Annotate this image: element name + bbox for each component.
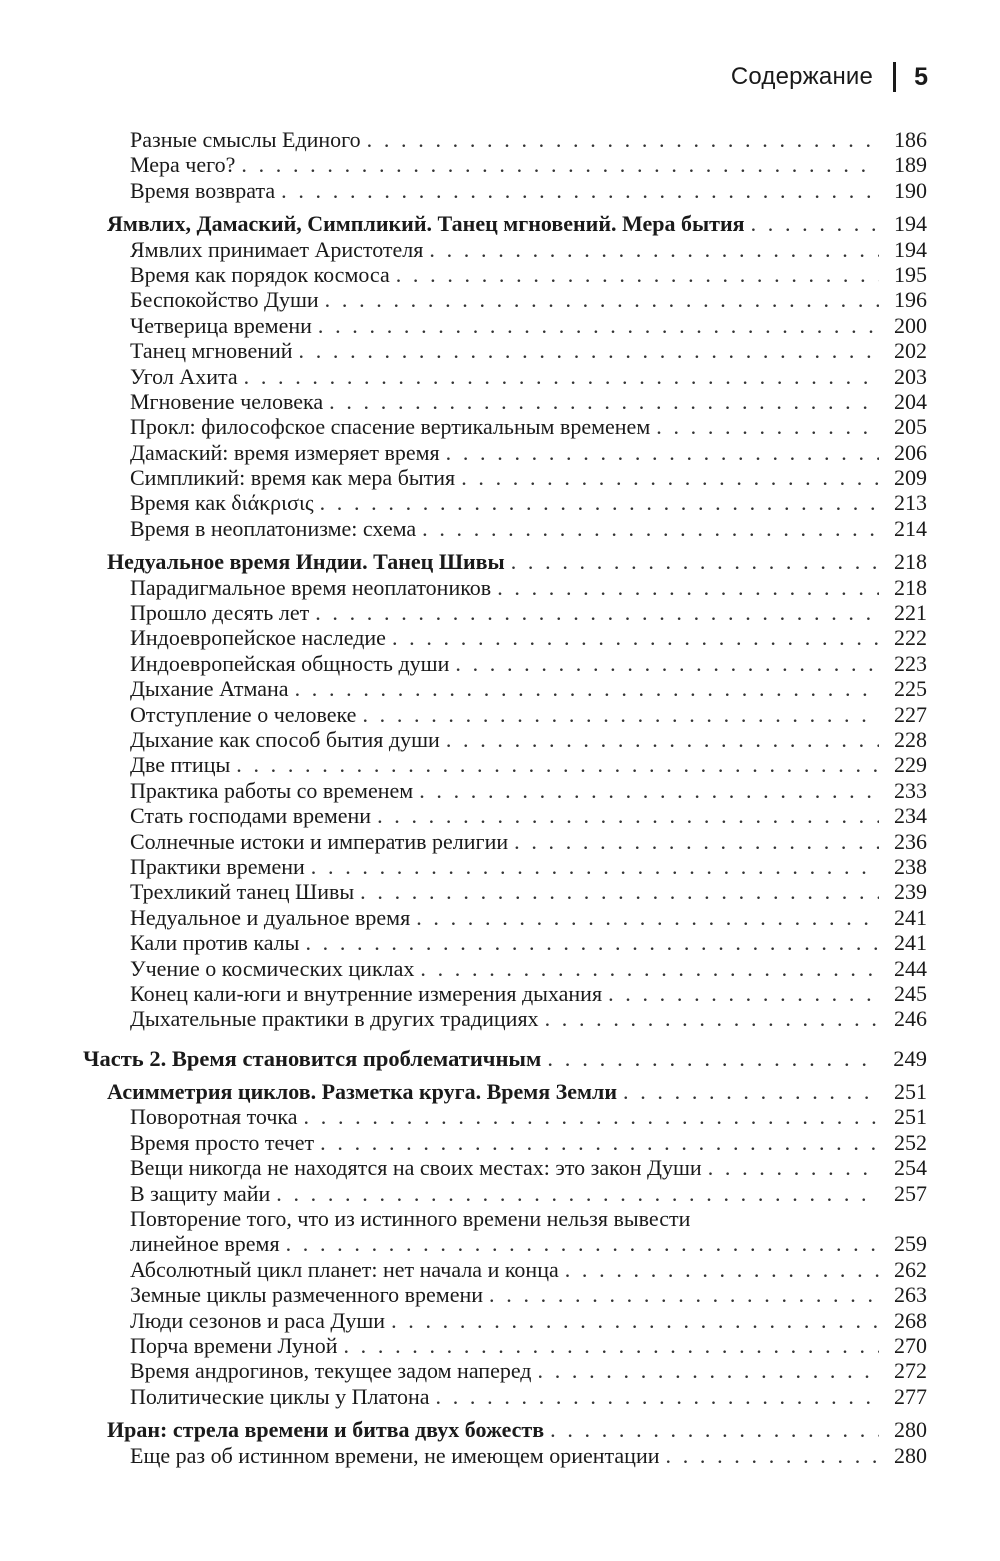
toc-page-number: 233: [894, 777, 927, 803]
toc-entry-title: Конец кали-юги и внутренние измерения дыхания: [130, 980, 603, 1006]
dot-leader: [392, 625, 879, 650]
toc-entry-title: Индоевропейская общность души: [130, 650, 450, 676]
toc-entry-title: Симпликий: время как мера бытия: [130, 465, 456, 491]
toc-page-number: 257: [894, 1180, 927, 1206]
toc-entry-title: Танец мгновений: [130, 338, 293, 364]
toc-entry: [0, 854, 1000, 879]
toc-entry: [0, 803, 1000, 828]
toc-entry: [0, 829, 1000, 854]
toc-entry-title: Учение о космических циклах: [130, 955, 415, 981]
toc-entry-title: Угол Ахита: [130, 363, 238, 389]
dot-leader: [751, 211, 879, 236]
dot-leader: [391, 1308, 879, 1333]
toc-entry-title: Люди сезонов и раса Души: [130, 1307, 386, 1333]
toc-entry: [0, 1257, 1000, 1282]
toc-entry: [0, 1206, 1000, 1231]
toc-entry-title: Практики времени: [130, 853, 305, 879]
toc-page-number: 259: [894, 1231, 927, 1257]
dot-leader: [608, 981, 879, 1006]
toc-entry-title: Дамаский: время измеряет время: [130, 439, 440, 465]
toc-page-number: 222: [894, 625, 927, 651]
toc-entry-title: Часть 2. Время становится проблематичным: [83, 1045, 542, 1071]
toc-entry: [0, 1384, 1000, 1409]
dot-leader: [538, 1358, 880, 1383]
toc-page-number: 252: [894, 1129, 927, 1155]
dot-leader: [281, 178, 879, 203]
toc-chapter-entry: [0, 211, 1000, 236]
dot-leader: [511, 549, 879, 574]
toc-page-number: 277: [894, 1383, 927, 1409]
toc-entry: [0, 1443, 1000, 1468]
toc-page-number: 194: [894, 211, 927, 237]
toc-page-number: 221: [894, 600, 927, 626]
toc-entry-title: Иран: стрела времени и битва двух божеств: [107, 1417, 545, 1443]
toc-entry: [0, 490, 1000, 515]
toc-page-number: 223: [894, 650, 927, 676]
toc-entry-title: Время как порядок космоса: [130, 261, 390, 287]
dot-leader: [311, 854, 879, 879]
dot-leader: [295, 676, 879, 701]
toc-entry: [0, 981, 1000, 1006]
dot-leader: [320, 490, 879, 515]
toc-entry: [0, 1104, 1000, 1129]
dot-leader: [420, 956, 879, 981]
toc-entry-title: Ямвлих, Дамаский, Симпликий. Танец мгновений. Мера бытия: [107, 211, 745, 237]
dot-leader: [708, 1155, 879, 1180]
toc-entry: [0, 127, 1000, 152]
toc-page-number: 249: [893, 1045, 927, 1071]
dot-leader: [299, 338, 879, 363]
toc-part-entry: [0, 1046, 1000, 1071]
toc-entry-title: Практика работы со временем: [130, 777, 414, 803]
toc-entry: [0, 1181, 1000, 1206]
toc-page-number: 262: [894, 1256, 927, 1282]
toc-entry: [0, 516, 1000, 541]
dot-leader: [244, 364, 879, 389]
dot-leader: [360, 879, 879, 904]
dot-leader: [416, 905, 879, 930]
toc-entry: [0, 1358, 1000, 1383]
toc-entry-title: Политические циклы у Платона: [130, 1383, 430, 1409]
toc-entry-title: Время в неоплатонизме: схема: [130, 515, 417, 541]
toc-page-number: 195: [894, 261, 927, 287]
toc-entry: [0, 575, 1000, 600]
dot-leader: [497, 575, 879, 600]
toc-chapter-entry: [0, 1417, 1000, 1442]
toc-entry-title: Еще раз об истинном времени, не имеющем ориентации: [130, 1442, 660, 1468]
dot-leader: [305, 930, 879, 955]
toc-entry-title: Порча времени Луной: [130, 1332, 338, 1358]
toc-entry-title: Индоевропейское наследие: [130, 625, 386, 651]
toc-entry-title: Прокл: философское спасение вертикальным временем: [130, 414, 651, 440]
toc-page-number: 213: [894, 490, 927, 516]
toc-entry: [0, 389, 1000, 414]
dot-leader: [318, 313, 879, 338]
dot-leader: [514, 829, 879, 854]
toc-page-number: 218: [894, 549, 927, 575]
dot-leader: [489, 1282, 879, 1307]
toc-entry: [0, 778, 1000, 803]
toc-entry-title: Дыхательные практики в других традициях: [130, 1006, 539, 1032]
toc-entry: [0, 1231, 1000, 1256]
toc-entry-title: Парадигмальное время неоплатоников: [130, 574, 492, 600]
toc-entry-title: Дыхание как способ бытия души: [130, 726, 440, 752]
dot-leader: [343, 1333, 879, 1358]
dot-leader: [623, 1079, 879, 1104]
toc-entry-title: Время возврата: [130, 177, 276, 203]
toc-entry-title: Ямвлих принимает Аристотеля: [130, 236, 424, 262]
dot-leader: [320, 1130, 879, 1155]
toc-entry: [0, 465, 1000, 490]
toc-page-number: 241: [894, 930, 927, 956]
dot-leader: [436, 1384, 879, 1409]
toc-page-number: 251: [894, 1079, 927, 1105]
toc-page-number: 244: [894, 955, 927, 981]
toc-page-number: 272: [894, 1358, 927, 1384]
toc-entry: [0, 905, 1000, 930]
toc-entry-title: Прошло десять лет: [130, 600, 310, 626]
toc-entry-title: Отступление о человеке: [130, 701, 357, 727]
toc-entry-title: Солнечные истоки и императив религии: [130, 828, 509, 854]
toc-entry: [0, 414, 1000, 439]
toc-page-number: 205: [894, 414, 927, 440]
toc-page-number: 280: [894, 1417, 927, 1443]
toc-entry: [0, 600, 1000, 625]
toc-chapter-entry: [0, 549, 1000, 574]
toc-page-number: 204: [894, 388, 927, 414]
toc-chapter-entry: [0, 1079, 1000, 1104]
dot-leader: [241, 152, 879, 177]
toc-entry: [0, 651, 1000, 676]
toc-page-number: 196: [894, 287, 927, 313]
toc-page-number: 268: [894, 1307, 927, 1333]
toc-page-number: 202: [894, 338, 927, 364]
toc-entry: [0, 625, 1000, 650]
toc-page-number: 214: [894, 515, 927, 541]
toc-entry-title: Асимметрия циклов. Разметка круга. Время Земли: [107, 1079, 618, 1105]
toc-entry: [0, 1130, 1000, 1155]
dot-leader: [461, 465, 879, 490]
toc-entry: [0, 237, 1000, 262]
dot-leader: [446, 727, 879, 752]
toc-entry: [0, 1155, 1000, 1180]
dot-leader: [419, 778, 879, 803]
toc-entry: [0, 1308, 1000, 1333]
running-header: [731, 62, 928, 92]
toc-page-number: 203: [894, 363, 927, 389]
toc-entry: [0, 287, 1000, 312]
toc-page-number: 241: [894, 904, 927, 930]
toc-entry: [0, 676, 1000, 701]
dot-leader: [286, 1231, 879, 1256]
toc-entry-title: Поворотная точка: [130, 1104, 298, 1130]
toc-entry: [0, 262, 1000, 287]
toc-entry: [0, 338, 1000, 363]
toc-page-number: 236: [894, 828, 927, 854]
toc-entry-title: Мера чего?: [130, 152, 236, 178]
dot-leader: [329, 389, 879, 414]
dot-leader: [455, 651, 879, 676]
toc-entry: [0, 956, 1000, 981]
toc-page-number: 234: [894, 803, 927, 829]
dot-leader: [325, 287, 879, 312]
toc-page-number: 228: [894, 726, 927, 752]
toc-entry-title: Мгновение человека: [130, 388, 324, 414]
toc-entry-title: Абсолютный цикл планет: нет начала и конца: [130, 1256, 559, 1282]
toc-entry-title: Трехликий танец Шивы: [130, 879, 355, 905]
toc-page-number: 245: [894, 980, 927, 1006]
toc-page-number: 194: [894, 236, 927, 262]
toc-entry-title: Разные смыслы Единого: [130, 127, 361, 152]
toc-entry-title: Две птицы: [130, 752, 231, 778]
dot-leader: [377, 803, 879, 828]
toc-entry-title: Время просто течет: [130, 1129, 315, 1155]
toc-entry: [0, 152, 1000, 177]
toc-entry: [0, 1006, 1000, 1031]
toc-page-number: 280: [894, 1442, 927, 1468]
dot-leader: [547, 1046, 879, 1071]
header-separator: [893, 62, 896, 92]
dot-leader: [304, 1104, 879, 1129]
dot-leader: [422, 516, 879, 541]
toc-entry: [0, 930, 1000, 955]
toc-entry-title: Земные циклы размеченного времени: [130, 1282, 484, 1308]
dot-leader: [276, 1181, 879, 1206]
table-of-contents: [0, 127, 1000, 1468]
toc-entry-title: Недуальное и дуальное время: [130, 904, 411, 930]
dot-leader: [446, 440, 879, 465]
toc-page-number: 209: [894, 465, 927, 491]
toc-entry: [0, 702, 1000, 727]
toc-page-number: 227: [894, 701, 927, 727]
dot-leader: [666, 1443, 880, 1468]
toc-entry: [0, 364, 1000, 389]
toc-entry-title: Дыхание Атмана: [130, 676, 289, 702]
toc-page-number: 186: [894, 127, 927, 152]
toc-page-number: 229: [894, 752, 927, 778]
toc-page-number: 190: [894, 177, 927, 203]
toc-page-number: 206: [894, 439, 927, 465]
toc-entry-title: Время андрогинов, текущее задом наперед: [130, 1358, 532, 1384]
dot-leader: [236, 752, 879, 777]
toc-page-number: 225: [894, 676, 927, 702]
dot-leader: [429, 237, 879, 262]
toc-page-number: 238: [894, 853, 927, 879]
toc-page-number: 200: [894, 312, 927, 338]
toc-entry-title: Вещи никогда не находятся на своих местах: это закон Души: [130, 1155, 702, 1181]
dot-leader: [315, 600, 879, 625]
dot-leader: [545, 1006, 879, 1031]
toc-entry-title: Повторение того, что из истинного времени нельзя вывести: [130, 1206, 691, 1232]
toc-page-number: 270: [894, 1332, 927, 1358]
toc-entry: [0, 178, 1000, 203]
dot-leader: [367, 127, 879, 152]
toc-page-number: 263: [894, 1282, 927, 1308]
toc-entry: [0, 727, 1000, 752]
toc-entry-title: Беспокойство Души: [130, 287, 319, 313]
dot-leader: [362, 702, 879, 727]
dot-leader: [656, 414, 879, 439]
toc-page-number: 218: [894, 574, 927, 600]
toc-entry-title: Недуальное время Индии. Танец Шивы: [107, 549, 505, 575]
toc-entry-title: Время как διάκρισις: [130, 490, 314, 516]
toc-page-number: 251: [894, 1104, 927, 1130]
toc-page-number: 239: [894, 879, 927, 905]
toc-page-number: 189: [894, 152, 927, 178]
page-number: 5: [914, 62, 928, 91]
toc-entry-title: Кали против калы: [130, 930, 300, 956]
toc-entry: [0, 1282, 1000, 1307]
dot-leader: [550, 1417, 879, 1442]
toc-entry-title: Четверица времени: [130, 312, 312, 338]
toc-entry: [0, 752, 1000, 777]
toc-entry-title: линейное время: [130, 1231, 280, 1257]
toc-entry-title: Стать господами времени: [130, 803, 372, 829]
toc-page-number: 246: [894, 1006, 927, 1032]
toc-entry: [0, 440, 1000, 465]
dot-leader: [396, 262, 879, 287]
toc-entry: [0, 879, 1000, 904]
dot-leader: [565, 1257, 879, 1282]
toc-entry: [0, 1333, 1000, 1358]
running-header-title: Содержание: [730, 63, 874, 90]
toc-page-number: 254: [894, 1155, 927, 1181]
toc-entry-title: В защиту майи: [130, 1180, 271, 1206]
toc-entry: [0, 313, 1000, 338]
